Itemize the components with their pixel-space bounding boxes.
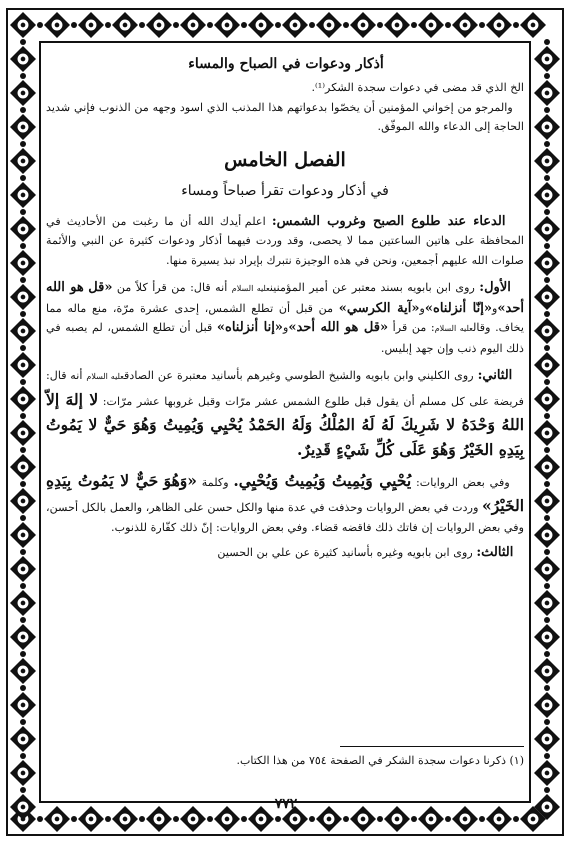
intro-line: الخ الذي قد مضى في دعوات سجدة الشكر⁽¹⁾. (311, 81, 524, 94)
section-lead: الدعاء عند طلوع الصبح وغروب الشمس: (271, 213, 506, 229)
section-paragraph: الدعاء عند طلوع الصبح وغروب الشمس: اعلم أيدك الله أن ما رغبت من الأحاديث في المحافظة على هاتين الساعتين مما لا يحصى، وقد وردت فيهما أذكار ودعوات كثيرة عن النبي والأئمة صلوات الله عليهم أجمعين، ونحن في هذه الوجيزة نتبرك بإيراد نبذ يسيرة منها. (46, 213, 524, 267)
third-item: الثالث: روى ابن بابويه وغيره بأسانيد كثيرة عن علي بن الحسين (217, 545, 514, 560)
chapter-subtitle: في أذكار ودعوات تقرأ صباحاً ومساء (181, 183, 389, 199)
item-lead-third: الثالث: (476, 545, 514, 560)
page-number: ٧٧٢ (274, 796, 298, 812)
second-item: الثاني: روى الكليني وابن بابويه والشيخ الطوسي وغيرهم بأسانيد معتبرة عن الصادقعليه السلام أنه قال: فريضة على كل مسلم أن يقول قبل طلوع الشمس عشر مرّات وقبل غروبها عشر مرّات: لا إلهَ إلاّ اللهُ وَحْدَهُ لا شَرِيكَ لَهُ لَهُ المُلْكُ وَلَهُ الحَمْدُ يُحْيِي وَيُمِيتُ وَهُوَ حَيٌّ لا يَمُوتُ بِيَدِهِ الخَيْرُ وَهُوَ عَلَى كُلِّ شَيْءٍ قَدِيرٌ. (46, 368, 524, 459)
page-body (46, 78, 524, 784)
footnote: (١) ذكرنا دعوات سجدة الشكر في الصفحة ٧٥٤ من هذا الكتاب. (236, 754, 524, 767)
intro-paragraph: والمرجو من إخواني المؤمنين أن يخصّوا بدعواتهم هذا المذنب الذي اسود وجهه من الذنوب فإني شديد الحاجة إلى الدعاء والله الموفّق. (46, 100, 524, 133)
running-header: أذكار ودعوات في الصباح والمساء (188, 56, 384, 72)
footnote-rule (340, 746, 524, 747)
dhikr-text: لا إلهَ إلاّ اللهُ وَحْدَهُ لا شَرِيكَ لَهُ لَهُ المُلْكُ وَلَهُ الحَمْدُ يُحْيِي وَيُمِيتُ وَهُوَ حَيٌّ لا يَمُوتُ بِيَدِهِ الخَيْرُ وَهُوَ عَلَى كُلِّ شَيْءٍ قَدِيرٌ. (46, 389, 524, 459)
item-lead-first: الأول: (479, 280, 511, 295)
chapter-title: الفصل الخامس (224, 148, 346, 171)
item-lead-second: الثاني: (477, 368, 513, 383)
first-item: الأول: روى ابن بابويه بسند معتبر عن أمير المؤمنينعليه السلام أنه قال: من قرأ كلاً من «قل هو الله أحد»و«إنّا أنزلناه»و«آية الكرسي» من قبل أن تطلع الشمس، إحدى عشرة مرّة، منع ماله مما يخاف. وقالعليه السلام: من قرأ «قل هو الله أحد»و«إنا أنزلناه» قبل أن تطلع الشمس، لم يصبه في ذلك اليوم ذنب وإن جهد إبليس. (46, 280, 525, 355)
variant-paragraph: وفي بعض الروايات: يُحْيِي وَيُمِيتُ وَيُمِيتُ وَيُحْيِي. وكلمة «وَهُوَ حَيٌّ لا يَمُوتُ بِيَدِهِ الخَيْرُ» وردت في بعض الروايات وحذفت في عدة منها والكل حسن على الظاهر، والعمل بالكل أحسن، وفي بعض الروايات إن فاتك ذلك فاقضه قضاء. وفي بعض الروايات: إنّ ذلك كفّارة للذنوب. (46, 470, 524, 534)
